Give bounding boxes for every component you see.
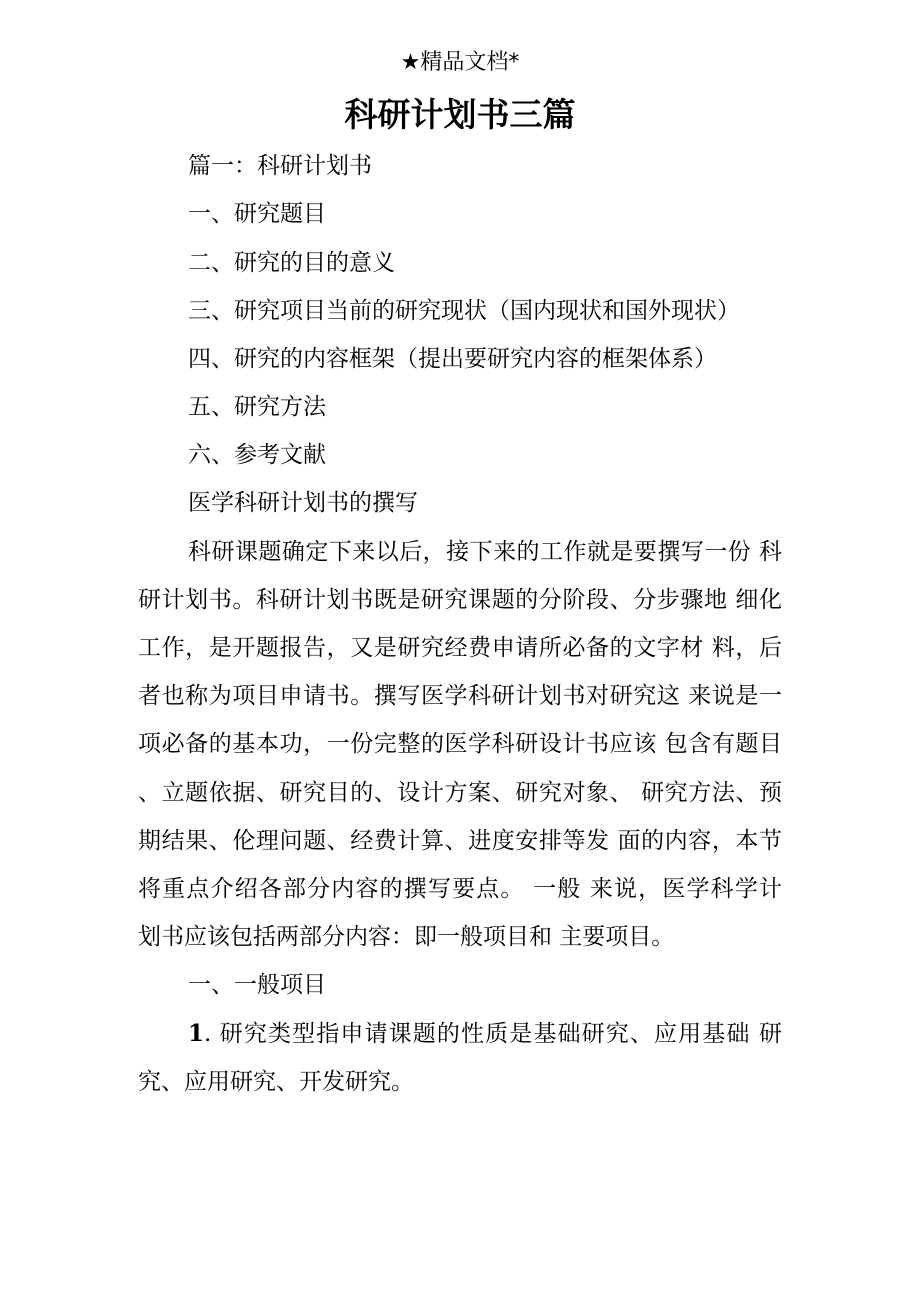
outline-item: 四、研究的内容框架（提出要研究内容的框架体系） [188,346,717,372]
outline-item: 五、研究方法 [188,394,326,420]
numbered-item-line: 究、应用研究、开发研究。 [138,1069,414,1095]
subsection-heading: 医学科研计划书的撰写 [188,490,418,516]
paragraph-line: 科研课题确定下来以后，接下来的工作就是要撰写一份 科 [188,539,782,565]
paragraph-line: 划书应该包括两部分内容：即一般项目和 主要项目。 [138,924,675,950]
numbered-item-line [188,1018,782,1050]
outline-item: 三、研究项目当前的研究现状（国内现状和国外现状） [188,298,740,324]
outline-item: 一、研究题目 [188,201,326,227]
page-header-mark: ★精品文档* [400,50,520,75]
paragraph-line: 将重点介绍各部分内容的撰写要点。 一般 来说，医学科学计 [138,876,782,902]
paragraph-line: 项必备的基本功，一份完整的医学科研设计书应该 包含有题目 [138,731,782,757]
outline-item: 二、研究的目的意义 [188,250,395,276]
document-title: 科研计划书三篇 [344,95,576,134]
section-heading: 篇一：科研计划书 [188,153,372,179]
paragraph-line: 期结果、伦理问题、经费计算、进度安排等发 面的内容，本节 [138,828,782,854]
item-number: 1 [188,1020,205,1047]
paragraph-line: 、立题依据、研究目的、设计方案、研究对象、 研究方法、预 [138,780,782,806]
paragraph-line: 工作，是开题报告，又是研究经费申请所必备的文字材 料，后 [138,635,782,661]
outline-item: 六、参考文献 [188,442,326,468]
item-text: . 研究类型指申请课题的性质是基础研究、应用基础 研 [204,1021,782,1047]
paragraph-line: 者也称为项目申请书。撰写医学科研计划书对研究这 来说是一 [138,683,782,709]
paragraph-line: 研计划书。科研计划书既是研究课题的分阶段、分步骤地 细化 [138,587,782,613]
general-items-heading: 一、一般项目 [188,972,326,998]
